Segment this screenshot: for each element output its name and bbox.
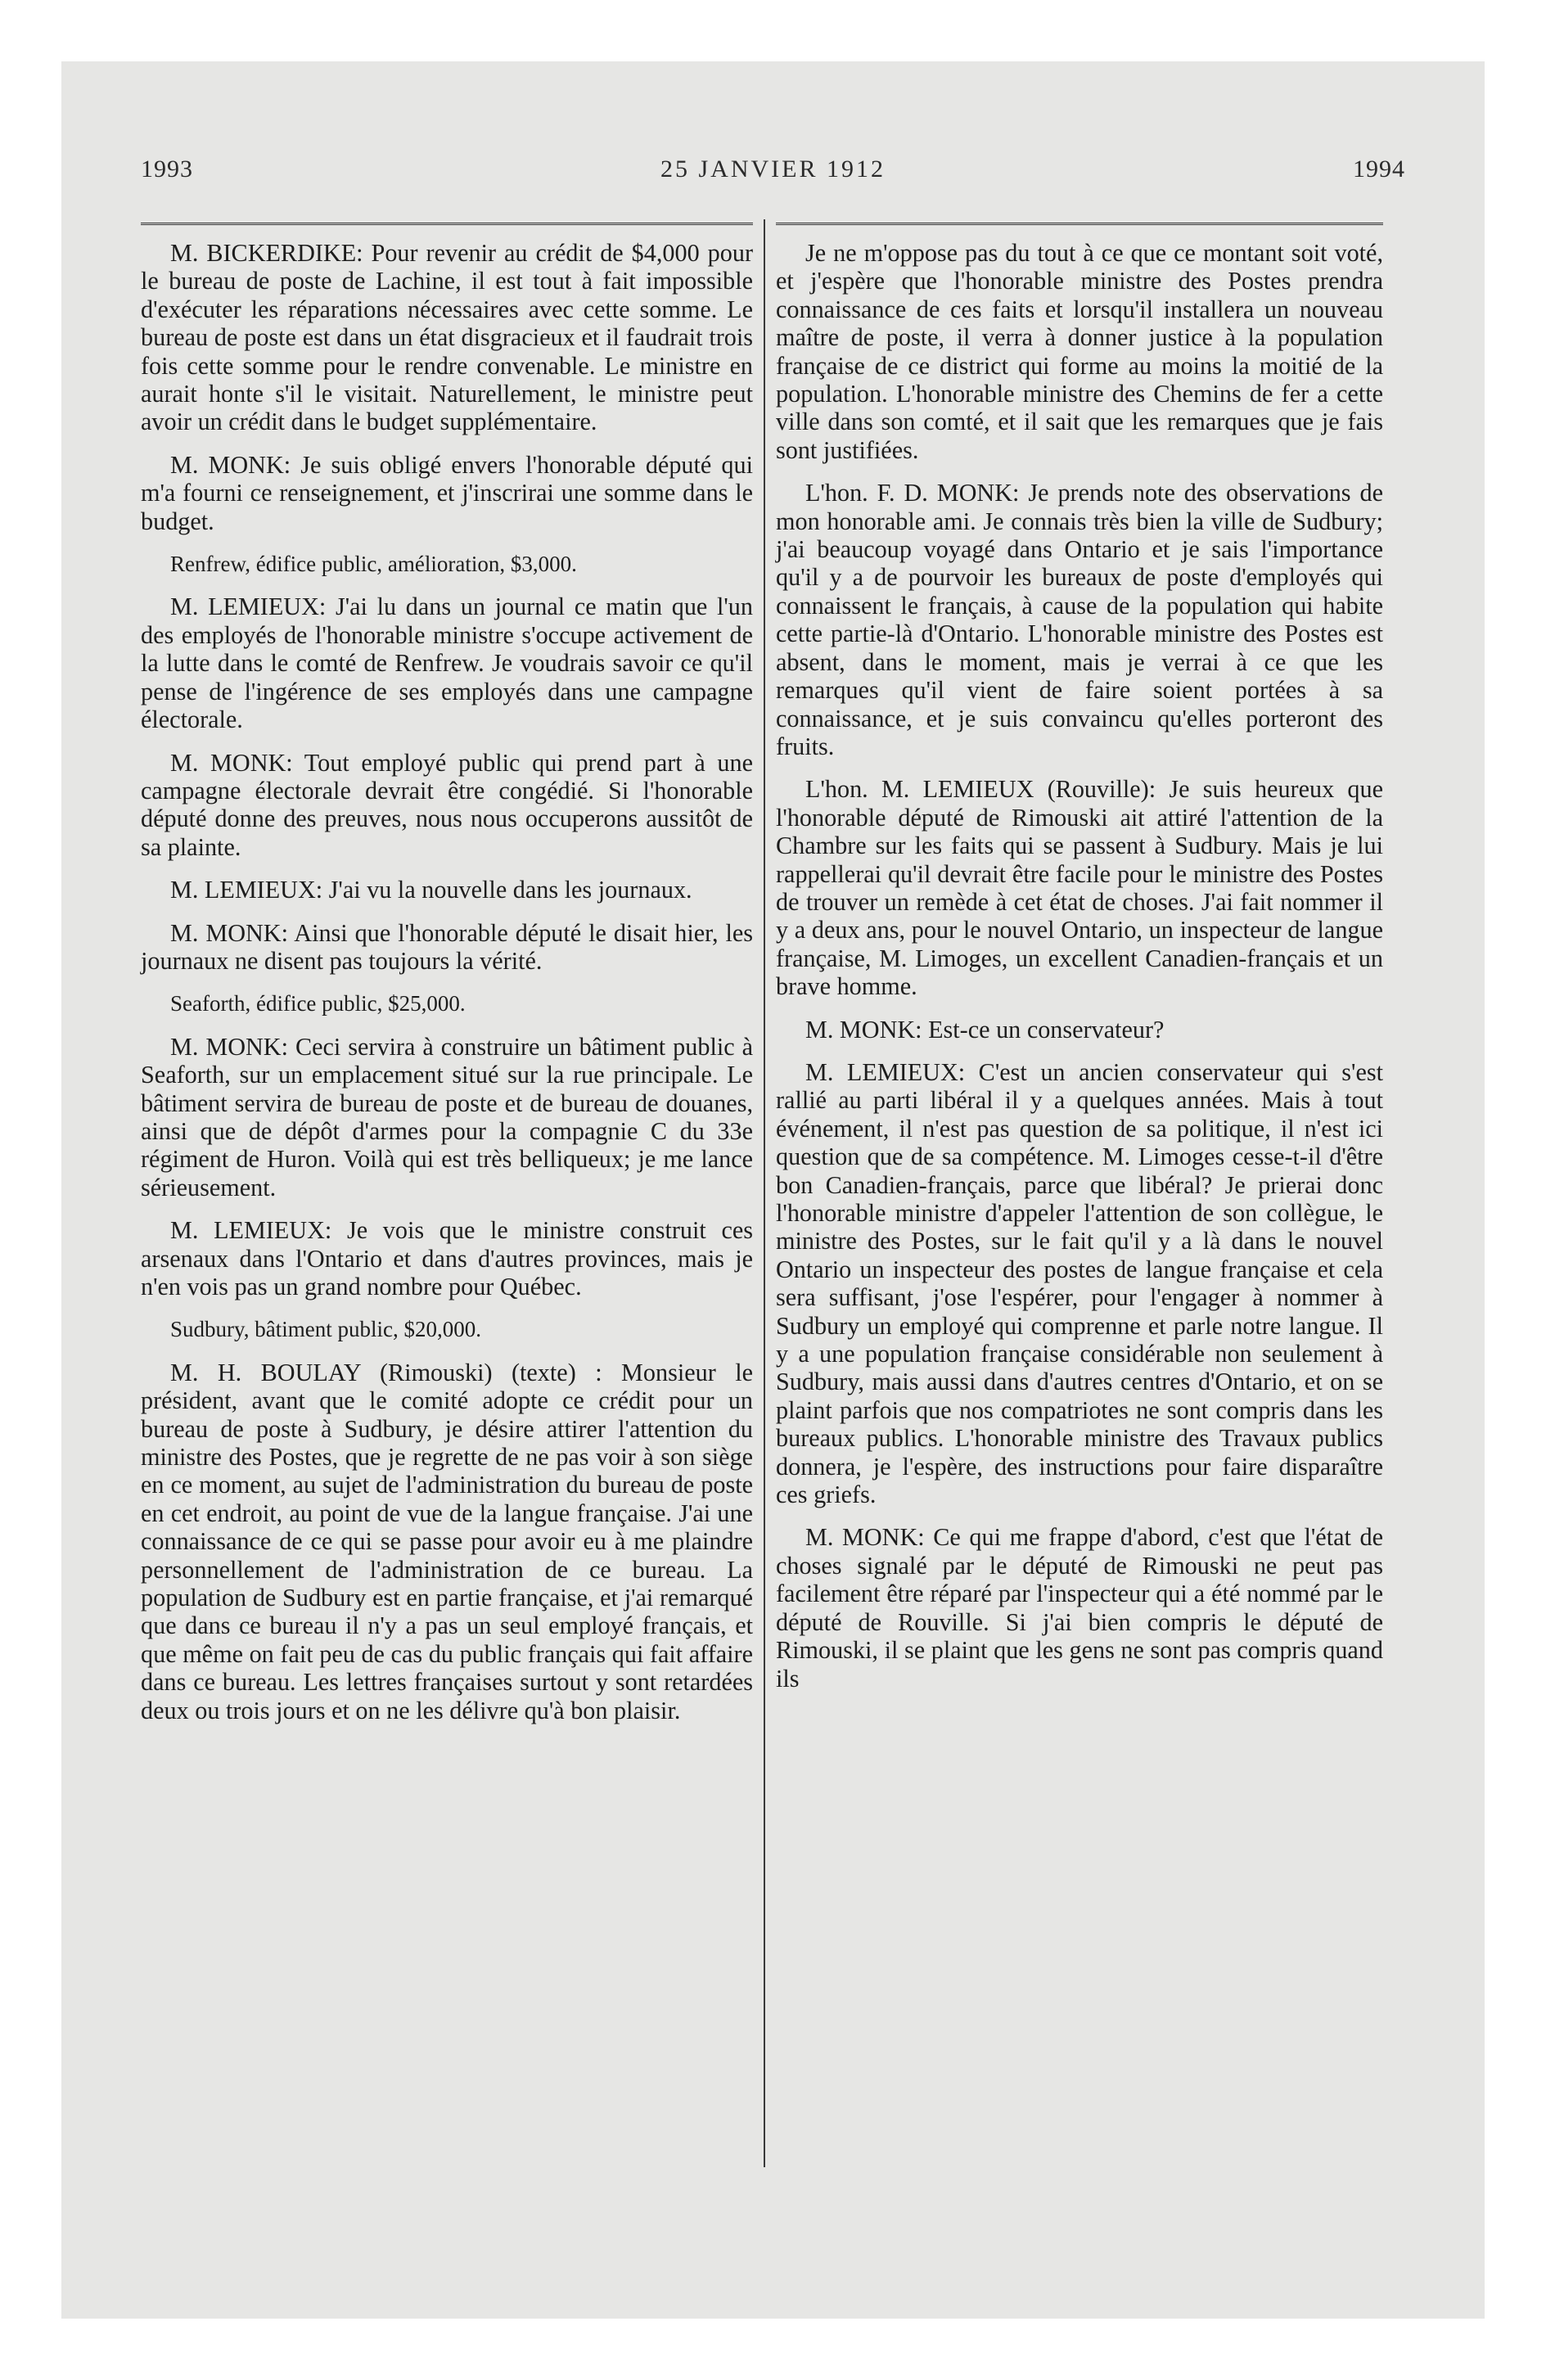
paragraph: M. LEMIEUX: C'est un ancien conservateur qui s'est rallié au parti libéral il y a quelques années. Mais à tout événement, il n'est pas question de sa politique, il n'est ici question que de sa compétence. M. Limoges cesse-t-il d'être bon Canadien-français, parce que libéral? Je prierai donc l'honorable ministre d'appeler l'attention de son collègue, le ministre des Postes, sur le fait qu'il y a là dans le nouvel Ontario un inspecteur des postes de langue française et cela sera suffisant, j'ose l'espérer, pour l'engager à nommer à Sudbury un employé qui comprenne et parle notre langue. Il y a une population française considérable non seulement à Sudbury, mais aussi dans d'autres centres d'Ontario, et on se plaint parfois que nos compatriotes ne sont compris dans les bureaux publics. L'honorable ministre des Travaux publics donnera, je l'espère, des instructions pour faire disparaître ces griefs.	[776, 1057, 1383, 1509]
budget-item: Renfrew, édifice public, amélioration, $3,000.	[170, 552, 577, 577]
paragraph: M. LEMIEUX: J'ai lu dans un journal ce matin que l'un des employés de l'honorable ministre s'occupe activement de la lutte dans le comté de Renfrew. Je voudrais savoir ce qu'il pense de l'ingérence de ses employés dans une campagne électorale.	[141, 593, 753, 734]
paragraph: M. MONK: Tout employé public qui prend part à une campagne électorale devrait être congédié. Si l'honorable député donne des preuves, nous nous occuperons aussitôt de sa plainte.	[141, 748, 753, 861]
paragraph: M. BICKERDIKE: Pour revenir au crédit de $4,000 pour le bureau de poste de Lachine, il est tout à fait impossible d'exécuter les réparations nécessaires avec cette somme. Le bureau de poste est dans un état disgracieux et il faudrait trois fois cette somme pour le rendre convenable. Le ministre en aurait honte s'il le visitait. Naturellement, le ministre peut avoir un crédit dans le budget supplémentaire.	[141, 239, 753, 436]
left-column	[141, 239, 753, 1739]
paragraph: M. MONK: Ce qui me frappe d'abord, c'est que l'état de choses signalé par le député de Rimouski ne peut pas facilement être réparé par l'inspecteur qui a été nommé par le député de Rouville. Si j'ai bien compris le député de Rimouski, il se plaint que les gens ne sont pas compris quand ils	[776, 1523, 1383, 1693]
page-number-right: 1994	[1353, 156, 1405, 183]
column-divider	[764, 219, 765, 2167]
paragraph: L'hon. F. D. MONK: Je prends note des observations de mon honorable ami. Je connais très bien la ville de Sudbury; j'ai beaucoup voyagé dans Ontario et je sais l'importance qu'il y a de pourvoir les bureaux de poste d'employés qui connaissent le français, à cause de la population qui habite cette partie-là d'Ontario. L'honorable ministre des Postes est absent, dans le moment, mais je verrai à ce que les remarques qu'il vient de faire soient portées à sa connaissance, et je suis convaincu qu'elles porteront des fruits.	[776, 479, 1383, 760]
paragraph: M. MONK: Est-ce un conservateur?	[805, 1015, 1165, 1044]
paragraph: L'hon. M. LEMIEUX (Rouville): Je suis heureux que l'honorable député de Rimouski ait attiré l'attention de la Chambre sur les faits qui se passent à Sudbury. Mais je lui rappellerai qu'il devrait être facile pour le ministre des Postes de trouver un remède à cet état de choses. J'ai fait nommer il y a deux ans, pour le nouvel Ontario, un inspecteur de langue française, M. Limoges, un excellent Canadien-français et un brave homme.	[776, 775, 1383, 1001]
page-header	[141, 156, 1405, 188]
paragraph: M. MONK: Je suis obligé envers l'honorable député qui m'a fourni ce renseignement, et j'inscrirai une somme dans le budget.	[141, 450, 753, 535]
paragraph: Je ne m'oppose pas du tout à ce que ce montant soit voté, et j'espère que l'honorable ministre des Postes prendra connaissance de ces faits et lorsqu'il installera un nouveau maître de poste, il verra à donner justice à la population française de ce district qui forme au moins la moitié de la population. L'honorable ministre des Chemins de fer a cette ville dans son comté, et il sait que les remarques que je fais sont justifiées.	[776, 239, 1383, 464]
header-rule-left	[141, 223, 753, 225]
paragraph: M. MONK: Ainsi que l'honorable député le disait hier, les journaux ne disent pas toujours la vérité.	[141, 918, 753, 975]
page-date: 25 JANVIER 1912	[660, 156, 886, 183]
paragraph: M. MONK: Ceci servira à construire un bâtiment public à Seaforth, sur un emplacement situé sur la rue principale. Le bâtiment servira de bureau de poste et de bureau de douanes, ainsi que de dépôt d'armes pour la compagnie C du 33e régiment de Huron. Voilà qui est très belliqueux; je me lance sérieusement.	[141, 1032, 753, 1201]
right-column	[776, 239, 1383, 1707]
header-rule-right	[776, 223, 1383, 225]
paragraph: M. H. BOULAY (Rimouski) (texte) : Monsieur le président, avant que le comité adopte ce crédit pour un bureau de poste à Sudbury, je désire attirer l'attention du ministre des Postes, que je regrette de ne pas voir à son siège en ce moment, au sujet de l'administration du bureau de poste en cet endroit, au point de vue de la langue française. J'ai une connaissance de ce qui se passe pour avoir eu à me plaindre personnellement de l'administration de ce bureau. La population de Sudbury est en partie française, et j'ai remarqué que dans ce bureau il n'y a pas un seul employé français, et que même on fait peu de cas du public français qui fait affaire dans ce bureau. Les lettres françaises surtout y sont retardées deux ou trois jours et on ne les délivre qu'à bon plaisir.	[141, 1358, 753, 1724]
budget-item: Seaforth, édifice public, $25,000.	[170, 991, 466, 1016]
paragraph: M. LEMIEUX: J'ai vu la nouvelle dans les journaux.	[170, 876, 692, 904]
paragraph: M. LEMIEUX: Je vois que le ministre construit ces arsenaux dans l'Ontario et dans d'autres provinces, mais je n'en vois pas un grand nombre pour Québec.	[141, 1216, 753, 1300]
budget-item: Sudbury, bâtiment public, $20,000.	[170, 1317, 481, 1342]
page-number-left: 1993	[141, 156, 193, 183]
